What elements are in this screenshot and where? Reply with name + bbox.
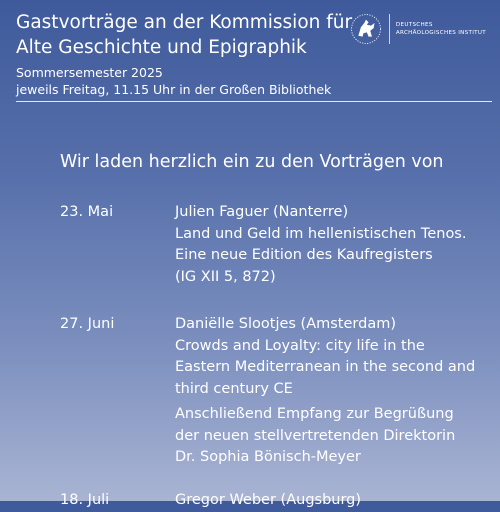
logo-separator <box>389 14 390 44</box>
dai-logo <box>349 12 486 46</box>
lecture-date: 18. Juli <box>60 492 110 508</box>
lecture-date: 27. Juni <box>60 316 115 332</box>
reception-note <box>175 404 493 469</box>
note-line: Dr. Sophia Bönisch-Meyer <box>175 449 361 465</box>
logo-line-1: DEUTSCHES <box>395 22 433 28</box>
logo-text <box>396 21 486 37</box>
lecture-date: 23. Mai <box>60 204 114 220</box>
griffin-emblem-icon <box>349 12 383 46</box>
schedule: jeweils Freitag, 11.15 Uhr in der Großen Bibliothek <box>16 82 332 97</box>
lecture-speaker: Julien Faguer (Nanterre) <box>175 204 349 220</box>
lecture-details <box>175 202 493 288</box>
note-line: Anschließend Empfang zur Begrüßung <box>175 406 454 422</box>
title-line-2: Alte Geschichte und Epigraphik <box>16 37 307 58</box>
note-line: der neuen stellvertretenden Direktorin <box>175 427 456 444</box>
lecture-speaker: Daniëlle Slootjes (Amsterdam) <box>175 316 396 332</box>
lecture-title-line: Eine neue Edition des Kaufregisters <box>175 247 433 263</box>
lecture-title-line: (IG XII 5, 872) <box>175 268 276 285</box>
invitation-text: Wir laden herzlich ein zu den Vorträgen von <box>60 152 444 172</box>
semester: Sommersemester 2025 <box>16 65 163 80</box>
lecture-title-line: third century CE <box>175 380 293 397</box>
lecture-details <box>175 314 493 469</box>
lecture-speaker: Gregor Weber (Augsburg) <box>175 492 362 508</box>
lecture-title-line: Land und Geld im hellenistischen Tenos. <box>175 225 467 242</box>
lecture-title-line: Eastern Mediterranean in the second and <box>175 359 476 375</box>
title-line-1: Gastvorträge an der Kommission für <box>16 12 353 33</box>
header-subtitle <box>16 64 476 98</box>
logo-line-2: ARCHÄOLOGISCHES INSTITUT <box>395 30 486 36</box>
header-divider <box>16 101 492 102</box>
lecture-title-line: Crowds and Loyalty: city life in the <box>175 337 425 354</box>
